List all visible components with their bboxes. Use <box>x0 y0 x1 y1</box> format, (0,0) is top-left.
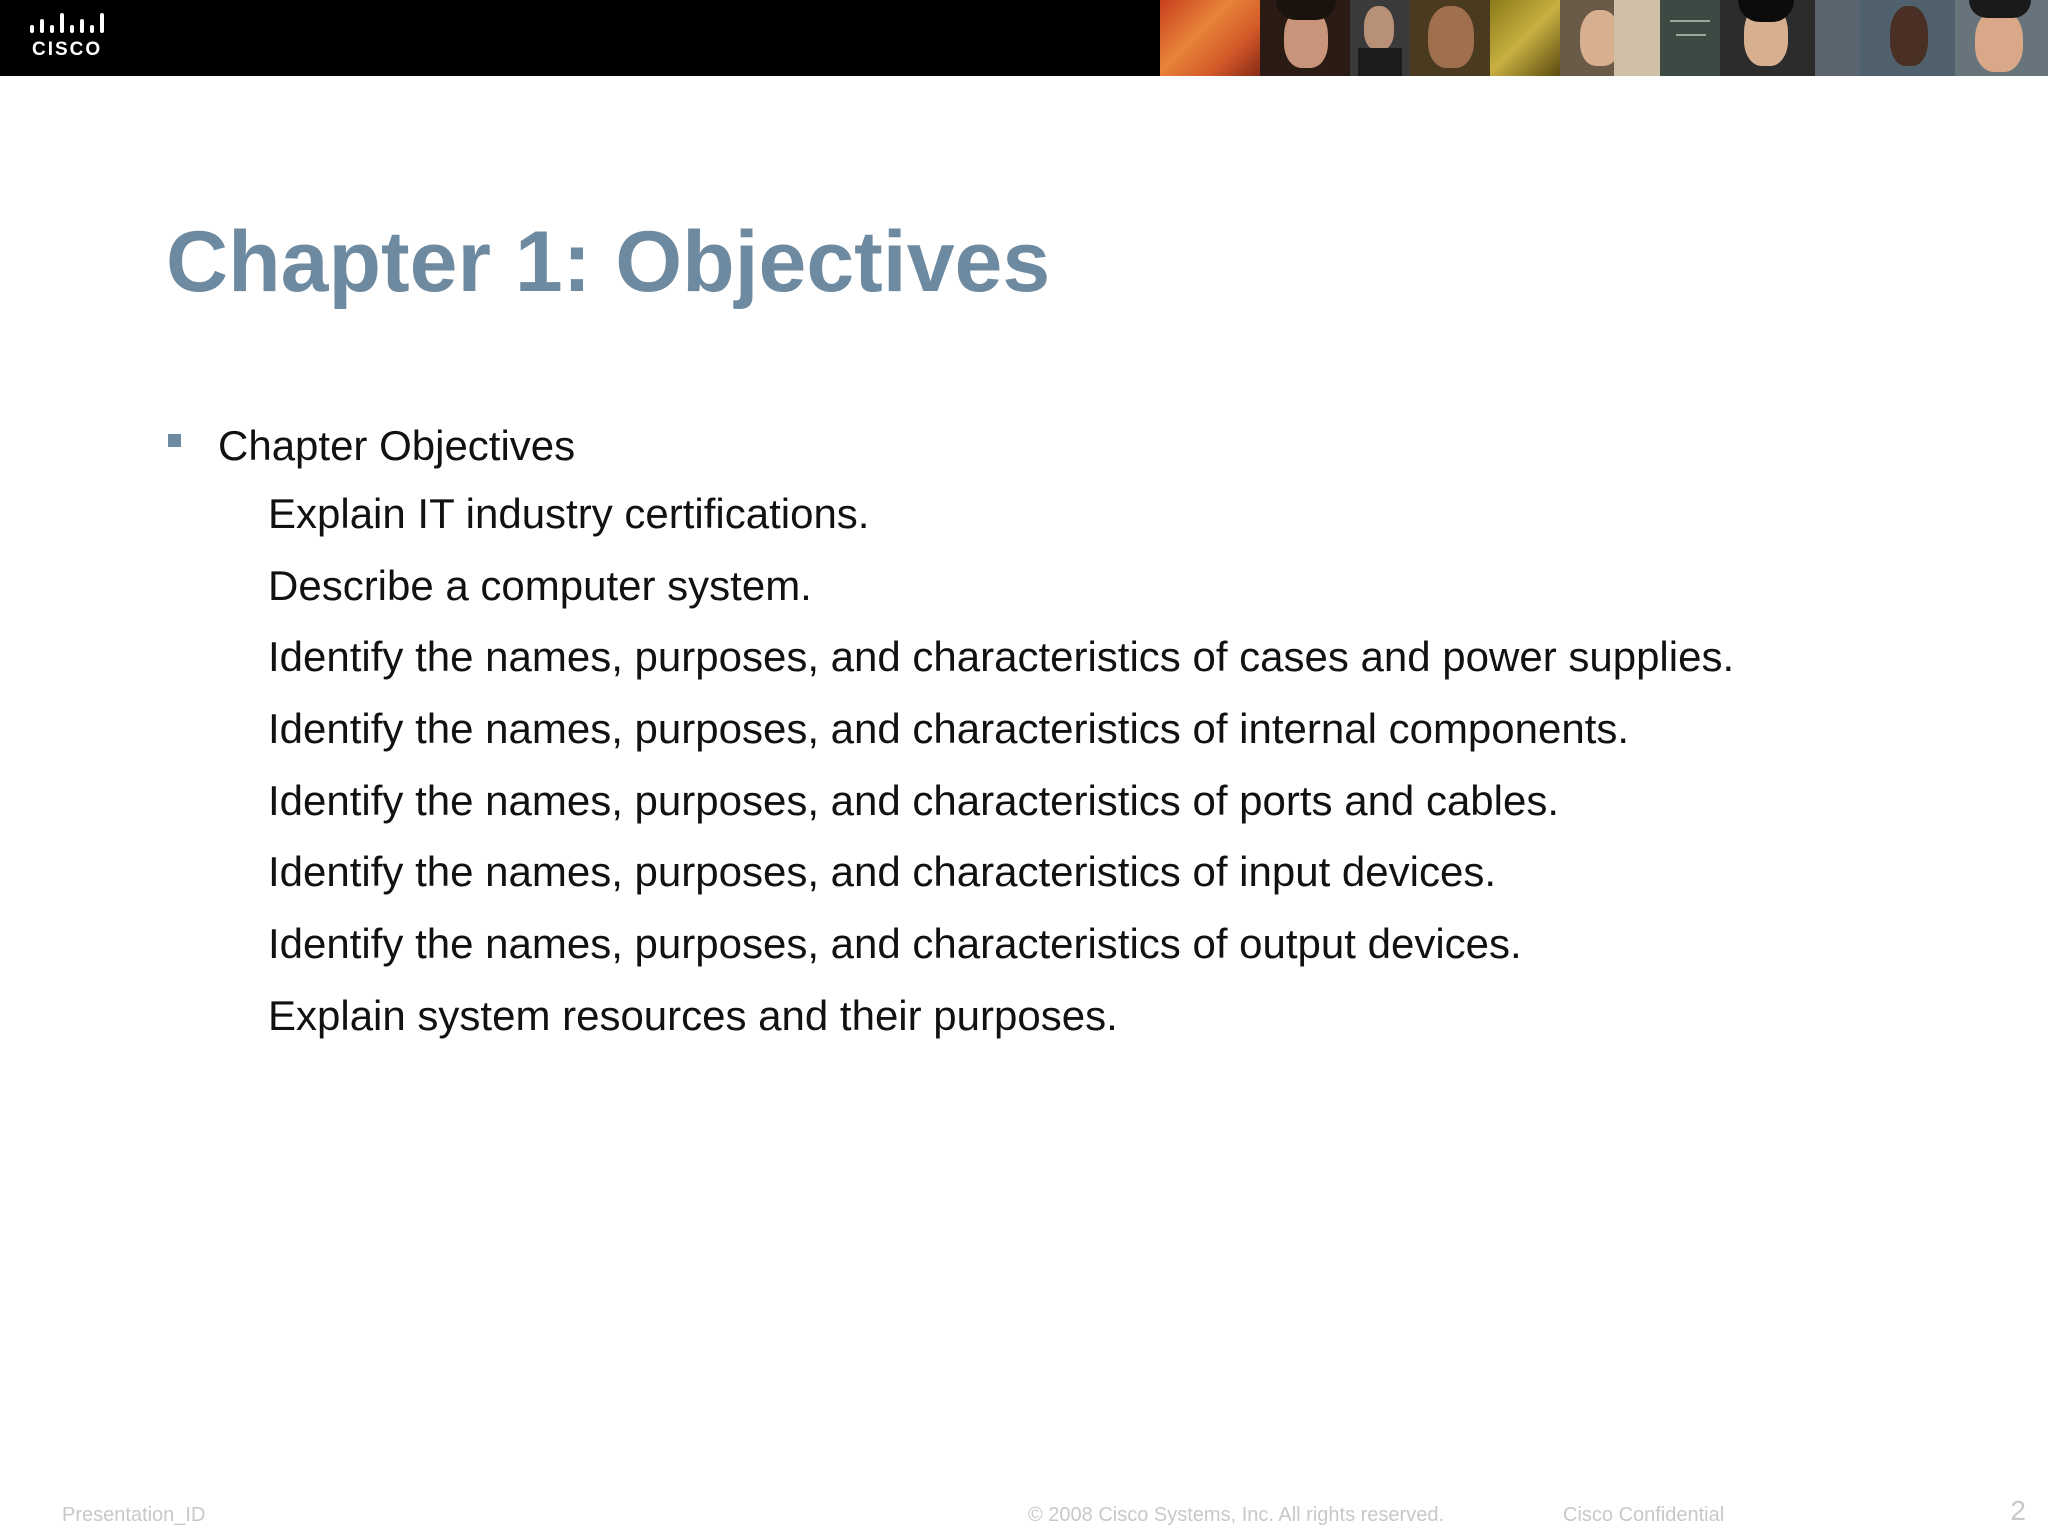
objective-item: Identify the names, purposes, and characteristics of ports and cables. <box>268 776 1560 824</box>
footer-copyright: © 2008 Cisco Systems, Inc. All rights reserved. <box>1028 1504 1445 1526</box>
footer-presentation-id: Presentation_ID <box>62 1504 206 1526</box>
cisco-wordmark: CISCO <box>32 39 103 60</box>
photo-tile <box>1560 0 1660 76</box>
photo-tile <box>1720 0 1815 76</box>
slide-title: Chapter 1: Objectives <box>166 214 1051 310</box>
photo-tile <box>1350 0 1410 76</box>
square-bullet-icon <box>168 434 181 447</box>
photo-tile <box>1860 0 1955 76</box>
photo-tile <box>1815 0 1860 76</box>
objective-item: Identify the names, purposes, and characteristics of internal components. <box>268 705 1630 753</box>
photo-tile <box>1260 0 1350 76</box>
objective-item: Describe a computer system. <box>268 561 812 609</box>
cisco-bridge-bars-icon <box>28 13 112 41</box>
photo-tile <box>1955 0 2048 76</box>
objective-item: Identify the names, purposes, and characteristics of input devices. <box>268 848 1496 896</box>
photo-tile <box>1160 0 1260 76</box>
objective-item: Explain IT industry certifications. <box>268 490 870 537</box>
bullet-item <box>166 418 2026 478</box>
header-photo-strip <box>1160 0 2048 76</box>
objective-item: Identify the names, purposes, and characteristics of output devices. <box>268 920 1522 968</box>
objective-item: Explain system resources and their purposes. <box>268 991 1118 1039</box>
page-number: 2 <box>2010 1495 2026 1526</box>
bullet-text: Chapter Objectives <box>218 422 576 469</box>
objectives-list <box>268 478 1734 1052</box>
photo-tile <box>1490 0 1560 76</box>
photo-tile <box>1660 0 1720 76</box>
slide-content <box>166 418 2026 1039</box>
objective-item: Identify the names, purposes, and characteristics of cases and power supplies. <box>268 633 1735 681</box>
cisco-logo <box>26 13 116 63</box>
footer-confidential: Cisco Confidential <box>1563 1504 1725 1526</box>
photo-tile <box>1410 0 1490 76</box>
header-bar <box>0 0 2048 76</box>
